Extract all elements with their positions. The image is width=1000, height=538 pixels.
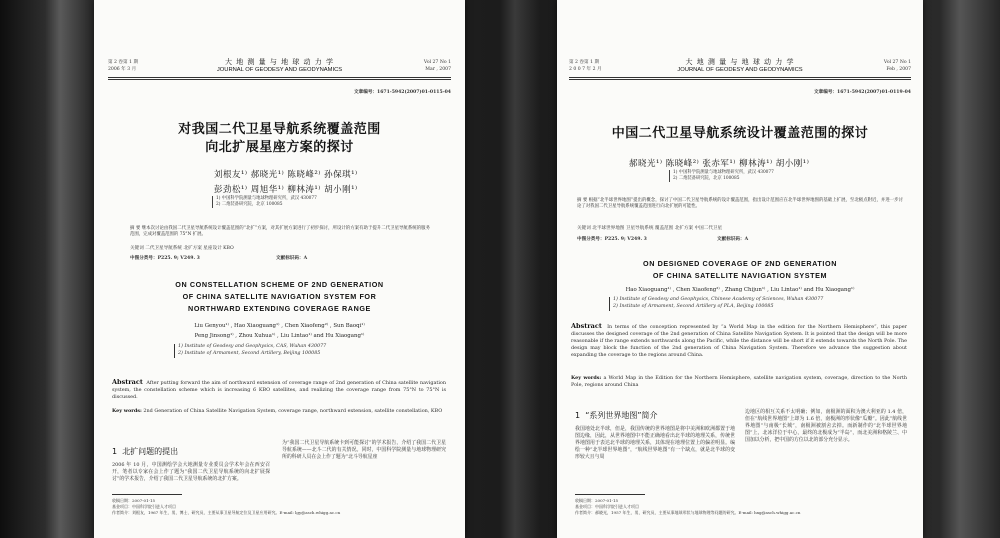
section-title: 北扩问题的提出 (122, 447, 179, 456)
header-date-en: Mar , 2007 (425, 67, 451, 72)
footnote-rule (112, 494, 182, 495)
keywords-cn: 关键词 北半球世界地图 卫星导航系统 覆盖范围 北扩方案 中国二代卫星 (577, 226, 723, 231)
authors-en-line2: Peng Jinsong¹⁾ , Zhou Xuhua¹⁾ , Liu Lintao¹⁾ and Hu Xiaogang¹⁾ (194, 333, 365, 339)
body-column-2: 边地区的相互关系不太明确；例如，南极洲的面积为澳大利亚的 1.4 倍，但在“航线世界地图”上却为 1.6 倍，南极洲的形状像“瓜瓣”。因此“航线世界地图”与南极“长城”，南极洲被割舍去掉。而新制作的“北半球世界地图”上，北冰洋位于中心，最终的北极成为“半岛”，而北美洲和格陵兰、中国加以分析，把中国的方位以北的部分充分显示。 (745, 409, 907, 443)
abstract-cn: 摘 要 根据“北半球世界地图”提出的概念，探讨了中国二代卫星导航系统的设计覆盖范围，指出设计范围应在北半球世界地图的基础上扩展，至北极点附近，并进一步讨论了对我国二代卫星导航系统覆盖范围进行向北扩展的可能性。 (577, 198, 903, 210)
body-column-1: 2006 年 10 月，中国测绘学会大地测量专业委员会学术年会在西安召开，笔者以专家在会上作了题为“我国二代卫星导航系统的向北扩展探讨”的学术报告，介绍了我国二代卫星导航系统的北扩方案。 (112, 462, 270, 482)
header-vol-issue-cn: 第 2 卷第 1 期 (569, 60, 600, 65)
body-column-1: 我国地处北半球，但是，我国传统的世界地图是将中美洲和欧洲都置于地图边缘，因此，从世界地图中不能正确地看出北半球的地理关系，传统世界地图用于表达北半球的地理关系，其体现在地理位置上的偏差明显。编绘一种“北半球世界地图”，“航线世界地图”有一个缺点，就是北半球的变形较大且与周 (575, 426, 735, 460)
header-journal-cn: 大 地 测 量 与 地 球 动 力 学 (685, 58, 795, 66)
article-number: 文章编号：1671-5942(2007)01-0119-04 (814, 90, 911, 95)
footnote-author: 作者简介：郝晓光，1957 年生，男，研究员，主要从事地球形状与地球物理等问题的研究。E-mail: hxg@asch.whigg.ac.cn (575, 510, 801, 515)
abstract-cn: 摘 要 继本次讨论由我国二代卫星导航系统设计覆盖范围的“北扩”方案，对其扩展方案进行了初步探讨，所设计的方案有助于提升二代卫星导航系统的服务范围，完成对覆盖范围的 75°N 扩展。 (130, 226, 430, 238)
section-1-heading (575, 410, 657, 421)
section-title: “系列世界地图”简介 (585, 411, 658, 420)
affiliation-en-2: 2) Institute of Armament, Second Artillery, Beijing 100085 (178, 350, 321, 356)
title-en-line1: ON DESIGNED COVERAGE OF 2ND GENERATION (643, 259, 837, 268)
affiliation-cn-1: 1) 中国科学院测量与地球物理研究所，武汉 430077 (216, 196, 317, 201)
title-en-line3: NORTHWARD EXTENDING COVERAGE RANGE (188, 304, 371, 313)
header-rule (569, 77, 911, 78)
keywords-label: Key words: (571, 375, 602, 381)
affiliation-cn-2: 2) 二炮装备研究院，北京 100085 (216, 202, 283, 207)
affiliation-en-2: 2) Institute of Armament, Second Artillery of PLA, Beijing 100085 (613, 303, 774, 309)
header-date-cn: 2006 年 3 月 (108, 67, 137, 72)
keywords-label: Key words: (112, 408, 142, 414)
footnote-funding: 基金项目：中国科学院引进人才项目 (112, 504, 176, 509)
header-date-cn: 2 0 0 7 年 2 月 (569, 67, 602, 72)
affiliation-cn-1: 1) 中国科学院测量与地球物理研究所，武汉 430077 (673, 170, 774, 175)
clc-cn: 中图分类号：P225. 9; V249. 3 (577, 237, 647, 242)
header-journal-en: JOURNAL OF GEODESY AND GEODYNAMICS (216, 67, 343, 73)
keywords-en-text: a World Map in the Edition for the Northern Hemisphere, satellite navigation system, coverage, direction to the North Pole, regions around China (571, 375, 908, 388)
left-paper-page (94, 0, 465, 538)
header-journal-en: JOURNAL OF GEODESY AND GEODYNAMICS (677, 67, 803, 73)
header-vol-en: Vol 27 No 1 (423, 60, 451, 65)
footnote-rule (575, 494, 645, 495)
title-cn-line1: 对我国二代卫星导航系统覆盖范围 (178, 122, 381, 137)
title-cn-line2: 向北扩展星座方案的探讨 (205, 140, 354, 155)
article-number: 文章编号：1671-5942(2007)01-0115-04 (354, 90, 451, 95)
abstract-en-text: After putting forward the aim of northward extension of coverage range of 2nd generation of China satellite navigation system, the constellation scheme which is increasing 6 KBO satellites, and realizing the coverage range from 75°N to 75°N is discussed. (112, 380, 447, 400)
header-rule-2 (108, 79, 451, 80)
affiliations-cn (212, 196, 317, 208)
title-en-line2: OF CHINA SATELLITE NAVIGATION SYSTEM (652, 271, 828, 280)
footnote-author: 作者简介：刘根友，1967 年生，男，博士，研究员，主要从事卫星导航定位及卫星应用研究。E-mail: lgy@asch.whigg.ac.cn (112, 510, 341, 515)
keywords-en (112, 408, 446, 415)
affiliation-cn-2: 2) 二炮装备研究院，北京 100085 (673, 176, 740, 181)
affiliations-en (174, 344, 326, 358)
header-rule-2 (569, 79, 911, 80)
authors-cn: 郝晓光¹⁾ 陈晓峰²⁾ 张赤军¹⁾ 柳林涛¹⁾ 胡小刚¹⁾ (629, 159, 810, 169)
authors-en-line1: Liu Genyou¹⁾ , Hao Xiaoguang¹⁾ , Chen Xiaofeng²⁾ , Sun Baoqi¹⁾ (194, 323, 365, 329)
doc-code-cn: 文献标识码：A (276, 256, 308, 261)
affiliations-en (609, 297, 823, 311)
abstract-label: Abstract (112, 378, 143, 386)
keywords-cn: 关键词 二代卫星导航系统 北扩方案 星座设计 KBO (130, 246, 234, 251)
affiliation-en-1: 1) Institute of Geodesy and Geophysics, CAS, Wuhan 430077 (178, 344, 327, 349)
authors-cn-line1: 刘根友¹⁾ 郝晓光¹⁾ 陈晓峰²⁾ 孙保琪¹⁾ (214, 170, 358, 180)
abstract-label: Abstract (571, 322, 602, 330)
header-date-en: Feb , 2007 (886, 67, 911, 72)
header-vol-en: Vol 27 No 1 (883, 60, 911, 65)
title-cn: 中国二代卫星导航系统设计覆盖范围的探讨 (611, 126, 869, 141)
footnote-received: 收稿日期：2007-01-15 (112, 498, 156, 503)
keywords-en (571, 375, 907, 389)
abstract-en (571, 323, 907, 359)
header-journal-cn: 大 地 测 量 与 地 球 动 力 学 (224, 58, 335, 66)
abstract-en (112, 379, 446, 401)
title-en-line2: OF CHINA SATELLITE NAVIGATION SYSTEM FOR (182, 292, 377, 301)
header-rule (108, 77, 451, 78)
footnote-funding: 基金项目：中国科学院引进人才项目 (575, 504, 639, 509)
section-number: 1 (575, 411, 581, 420)
affiliation-en-1: 1) Institute of Geodesy and Geophysics, Chinese Academy of Sciences, Wuhan 430077 (613, 297, 824, 302)
section-1-heading (112, 446, 178, 457)
right-paper-page (557, 0, 923, 538)
doc-code-cn: 文献标识码：A (717, 237, 749, 242)
title-en-line1: ON CONSTELLATION SCHEME OF 2ND GENERATION (175, 280, 384, 289)
abstract-en-text: In terms of the conception represented by “a World Map in the edition for the Northern Hemisphere”, this paper discusses the designed coverage of the 2nd generation of China Satellite Navigation System. It is pointed that the design will be more reasonable if the range extends northwards along the Pacific, while the distance will be short if it extends towards the North Pole. The design may block the function of the 2nd generation of China Navigation System. Therefore we advance the suggestion about expanding the coverage to the regions around China. (571, 324, 907, 358)
section-number: 1 (112, 447, 118, 456)
keywords-en-text: 2nd Generation of China Satellite Navigation System, coverage range, northward extension, satellite constellation, KBO (143, 408, 443, 414)
affiliations-cn (669, 170, 774, 182)
footnote-received: 收稿日期：2007-01-15 (575, 498, 619, 503)
authors-en: Hao Xiaoguang¹⁾ , Chen Xiaofeng²⁾ , Zhang Chijun¹⁾ , Liu Lintao¹⁾ and Hu Xiaogang¹⁾ (625, 287, 855, 293)
body-column-2: 为“我国二代卫星导航系统卡到可能探讨”的学术报告，介绍了我国二代卫星导航系统——北斗二代的有关情况。同时，中国科学院测量与地球物理研究所的科研人员在会上作了题为“北斗导航星座 (282, 440, 446, 460)
authors-cn-line2: 彭劲松¹⁾ 周旭华¹⁾ 柳林涛¹⁾ 胡小刚¹⁾ (214, 185, 358, 195)
header-vol-issue-cn: 第 2 卷第 1 期 (108, 60, 139, 65)
clc-cn: 中图分类号：P225. 9; V249. 3 (130, 256, 200, 261)
